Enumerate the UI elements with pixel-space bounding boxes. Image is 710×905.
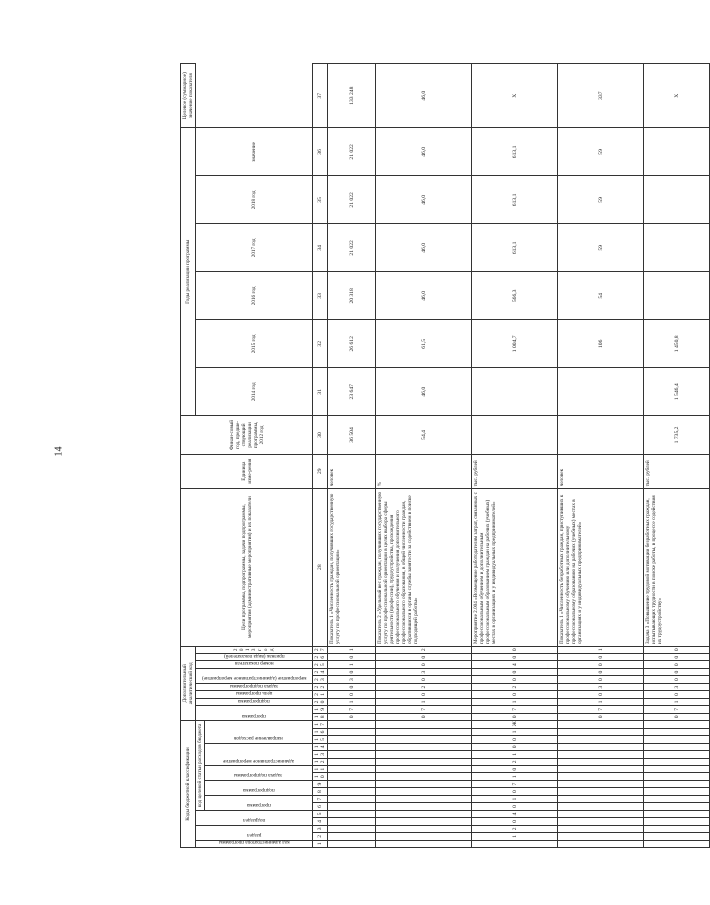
table-row — [376, 64, 472, 848]
year-2014-header: 2014 год — [196, 368, 313, 416]
code-cell: 0 — [376, 661, 472, 668]
code-cell — [328, 780, 376, 787]
goal-cell: Мероприятие 2.004 «Возмещение работодателям затрат, связанных с профессиональным обучением и дополнительным профессиональным образованием граждан на рабочих (учебных) местах в организациях и у индивидуальных предпринимателей» — [472, 488, 558, 646]
code-cell — [328, 721, 376, 729]
column-number: 11 — [313, 766, 328, 773]
code-cell — [558, 803, 644, 810]
code-cell: 0 — [558, 668, 644, 675]
target-cell: X — [472, 64, 558, 128]
code-cell — [376, 758, 472, 765]
code-cell — [644, 758, 710, 765]
column-number: 29 — [313, 454, 328, 488]
code-cell — [328, 773, 376, 780]
code-cell: 7 — [558, 706, 644, 713]
year-2018-cell: 21 022 — [328, 128, 376, 176]
code-cell: 0 — [644, 691, 710, 698]
year-2017-cell: 613,1 — [472, 176, 558, 224]
year-2018-cell: 613,1 — [472, 128, 558, 176]
code-cell — [472, 840, 558, 847]
code-cell: 1 — [644, 698, 710, 705]
year-2014-cell: 1 004,7 — [472, 320, 558, 368]
code-cell: 1 — [472, 728, 558, 735]
column-number: 13 — [313, 751, 328, 758]
goals-header: Цели программы, подпрограммы, задачи подпрограммы, мероприятия (административные мероприятия) и их показатели — [181, 488, 313, 646]
column-number: 32 — [313, 320, 328, 368]
code-cell: 0 — [328, 691, 376, 698]
code-cell: 7 — [472, 780, 558, 787]
code-cell — [376, 833, 472, 840]
code-cell — [376, 721, 472, 729]
year-2017-header: 2017 год — [196, 224, 313, 272]
dop-podprogramma-header: подпрограмма — [196, 698, 313, 705]
code-cell: 1 — [472, 833, 558, 840]
code-cell — [558, 825, 644, 832]
code-cell: 3 — [558, 683, 644, 690]
code-cell: 1 — [376, 698, 472, 705]
base-year-cell: 54,4 — [376, 416, 472, 454]
code-cell — [644, 751, 710, 758]
year-2015-cell — [644, 272, 710, 320]
code-cell: 0 — [472, 676, 558, 683]
code-cell — [558, 840, 644, 847]
code-cell — [558, 833, 644, 840]
column-number: 24 — [313, 668, 328, 675]
rotated-table-container — [180, 63, 680, 848]
code-cell: 0 — [558, 654, 644, 661]
code-cell — [644, 810, 710, 817]
code-cell: 0 — [328, 668, 376, 675]
code-cell — [558, 780, 644, 787]
code-cell: 7 — [472, 706, 558, 713]
table-row — [644, 64, 710, 848]
code-cell — [376, 840, 472, 847]
year-2017-cell: 21 022 — [328, 176, 376, 224]
base-year-cell — [558, 416, 644, 454]
target-cell: 133 248 — [328, 64, 376, 128]
column-number: 21 — [313, 691, 328, 698]
code-cell: 1 — [328, 698, 376, 705]
code-cell: 2 — [472, 825, 558, 832]
code-cell — [376, 773, 472, 780]
code-cell: 0 — [644, 654, 710, 661]
code-cell: 0 — [558, 713, 644, 720]
column-number: 14 — [313, 743, 328, 750]
year-2013-cell: 1 546,4 — [644, 368, 710, 416]
code-cell — [644, 721, 710, 729]
column-number: 4 — [313, 818, 328, 825]
year-2014-cell: 106 — [558, 320, 644, 368]
year-2014-cell: 1 450,8 — [644, 320, 710, 368]
year-2017-cell — [644, 176, 710, 224]
table-row — [472, 64, 558, 848]
column-number: 18 — [313, 713, 328, 720]
year-2018-header: 2018 год — [196, 176, 313, 224]
razdel-header: раздел — [196, 825, 313, 840]
column-number: 16 — [313, 728, 328, 735]
goal-cell: Показатель 1 «Численность безработных граждан, приступивших к профессиональному обучению или дополнительному профессиональному образованию на рабочих (учебных) местах в организациях и у индивидуальных предпринимателей» — [558, 488, 644, 646]
code-cell — [328, 743, 376, 750]
code-cell — [644, 766, 710, 773]
code-cell: 0 — [644, 646, 710, 653]
code-cell — [558, 795, 644, 802]
code-cell — [376, 736, 472, 743]
year-2015-cell: 20 318 — [328, 272, 376, 320]
code-cell — [376, 803, 472, 810]
code-cell — [558, 773, 644, 780]
code-cell — [644, 803, 710, 810]
code-cell — [328, 795, 376, 802]
code-cell — [558, 721, 644, 729]
code-cell — [376, 788, 472, 795]
code-cell — [376, 728, 472, 735]
column-number: 12 — [313, 758, 328, 765]
fin-year-header: Финан-совый год, предше-ствующий реализации программы, 2012 год — [181, 416, 313, 454]
column-number: 9 — [313, 780, 328, 787]
code-cell — [644, 728, 710, 735]
year-2016-cell: 21 022 — [328, 224, 376, 272]
year-2016-cell — [644, 224, 710, 272]
column-number: 1 — [313, 840, 328, 847]
year-2018-cell: 59 — [558, 128, 644, 176]
code-cell: 3 — [644, 683, 710, 690]
code-cell — [328, 766, 376, 773]
podprogramma-header: подпрограмма — [205, 780, 313, 795]
year-2015-cell: 566,3 — [472, 272, 558, 320]
code-cell: 7 — [376, 706, 472, 713]
unit-header: Единица изме-рения — [181, 454, 313, 488]
column-number: 20 — [313, 698, 328, 705]
code-cell: 1 — [558, 698, 644, 705]
column-number: 3 — [313, 825, 328, 832]
code-cell — [644, 825, 710, 832]
column-number: 23 — [313, 676, 328, 683]
code-cell: 0 — [472, 743, 558, 750]
year-2013-cell: 23 647 — [328, 368, 376, 416]
code-cell: 0 — [472, 736, 558, 743]
target-group-header: Целевое (суммарное) значение показателя — [181, 64, 196, 128]
code-cell: 0 — [472, 646, 558, 653]
budget-program-table — [180, 63, 710, 848]
code-cell — [558, 758, 644, 765]
year-2016-cell: 46,0 — [376, 224, 472, 272]
code-cell: 0 — [472, 668, 558, 675]
year-2015-header: 2015 год — [196, 320, 313, 368]
unit-cell: тыс. рублей — [472, 454, 558, 488]
code-cell — [644, 743, 710, 750]
zadacha-header: задача подпрограммы — [205, 766, 313, 781]
code-cell: 3 — [328, 676, 376, 683]
code-cell — [376, 795, 472, 802]
unit-cell: человек — [328, 454, 376, 488]
years-group-header: Годы реализации программы — [181, 128, 196, 416]
column-number: 26 — [313, 654, 328, 661]
code-cell: 0 — [644, 668, 710, 675]
code-cell — [328, 825, 376, 832]
code-cell: 0 — [376, 713, 472, 720]
code-cell: 2 — [376, 683, 472, 690]
year-2014-cell: 61,5 — [376, 320, 472, 368]
code-cell: 0 — [472, 818, 558, 825]
code-cell: 0 — [644, 713, 710, 720]
code-cell — [558, 788, 644, 795]
code-cell: 1 — [472, 751, 558, 758]
header-row-groups — [181, 64, 196, 848]
code-cell — [376, 766, 472, 773]
year-2017-cell: 59 — [558, 176, 644, 224]
code-cell: 0 — [328, 654, 376, 661]
dop-group-header: Дополнительный аналитический код — [181, 646, 196, 721]
column-number: 37 — [313, 64, 328, 128]
code-cell: 0 — [472, 766, 558, 773]
code-cell: Ж — [472, 721, 558, 729]
programma-header: программа — [205, 795, 313, 810]
code-cell: 7 — [644, 706, 710, 713]
code-cell — [644, 818, 710, 825]
table-row — [558, 64, 644, 848]
year-2018-cell — [644, 128, 710, 176]
year-2016-cell: 59 — [558, 224, 644, 272]
code-cell: 7 — [328, 706, 376, 713]
column-number: 31 — [313, 368, 328, 416]
code-cell — [644, 736, 710, 743]
code-cell — [328, 788, 376, 795]
code-cell: 2 — [472, 683, 558, 690]
column-number: 7 — [313, 795, 328, 802]
column-number: 33 — [313, 272, 328, 320]
code-cell — [558, 818, 644, 825]
code-cell — [328, 810, 376, 817]
code-cell — [328, 758, 376, 765]
column-number: 17 — [313, 721, 328, 729]
base-year-cell: 1 735,2 — [644, 416, 710, 454]
code-cell — [328, 736, 376, 743]
code-cell: 4 — [472, 810, 558, 817]
dop-zadacha-header: цель программы — [196, 691, 313, 698]
code-cell — [376, 818, 472, 825]
code-cell — [328, 840, 376, 847]
code-cell — [328, 833, 376, 840]
column-number: 28 — [313, 488, 328, 646]
code-cell: 2 — [472, 758, 558, 765]
column-number: 27 — [313, 646, 328, 653]
code-cell — [376, 780, 472, 787]
code-cell: 4 — [472, 661, 558, 668]
column-number: 10 — [313, 773, 328, 780]
column-number: 22 — [313, 683, 328, 690]
code-cell: 2 — [376, 646, 472, 653]
target-cell: 46,0 — [376, 64, 472, 128]
code-cell — [328, 818, 376, 825]
code-cell: 0 — [558, 676, 644, 683]
code-cell — [376, 743, 472, 750]
code-cell: 0 — [472, 788, 558, 795]
column-number: 8 — [313, 788, 328, 795]
code-cell — [558, 743, 644, 750]
code-cell: 0 — [472, 713, 558, 720]
code-cell — [376, 751, 472, 758]
goal-cell: Задача 3 «Повышение трудовой мотивации безработных граждан, испытывающих трудности в поиске работы, в процессе содействия их трудоустройству» — [644, 488, 710, 646]
code-cell — [376, 825, 472, 832]
code-cell — [558, 728, 644, 735]
year-2016-cell: 613,1 — [472, 224, 558, 272]
code-cell: 1 — [472, 773, 558, 780]
code-cell — [558, 766, 644, 773]
code-cell: 1 — [472, 698, 558, 705]
table-row — [328, 64, 376, 848]
code-cell: 1 — [472, 795, 558, 802]
year-2017-cell: 46,0 — [376, 176, 472, 224]
code-cell: 0 — [472, 654, 558, 661]
code-cell — [376, 810, 472, 817]
column-number: 19 — [313, 706, 328, 713]
column-number: 5 — [313, 810, 328, 817]
code-cell: 1 — [328, 646, 376, 653]
podrazdel-header: подраздел — [196, 810, 313, 825]
code-cell — [328, 803, 376, 810]
code-cell: 0 — [644, 661, 710, 668]
column-number-row — [313, 64, 328, 848]
column-number: 36 — [313, 128, 328, 176]
code-cell: 0 — [376, 654, 472, 661]
code-cell: 0 — [644, 676, 710, 683]
year-2013-cell — [472, 368, 558, 416]
code-cell: 0 — [328, 713, 376, 720]
code-cell — [644, 780, 710, 787]
code-cell — [644, 788, 710, 795]
year-2015-cell: 46,0 — [376, 272, 472, 320]
column-number: 30 — [313, 416, 328, 454]
table-body — [328, 64, 710, 848]
dop-pokaz-header: номер показателя — [196, 661, 313, 668]
code-cell — [328, 751, 376, 758]
target-cell: 337 — [558, 64, 644, 128]
kod-vida-header: код целевой статьи расходов бюджета — [196, 721, 205, 811]
codes-group-header: Коды бюджетной классификации — [181, 721, 196, 848]
year-2015-cell: 54 — [558, 272, 644, 320]
code-cell: 0 — [472, 691, 558, 698]
dop-zadacha2-header: задача подпрограммы — [196, 683, 313, 690]
year-2018-cell: 46,0 — [376, 128, 472, 176]
column-number: 15 — [313, 736, 328, 743]
code-cell: 1 — [328, 661, 376, 668]
year-2013-cell: 46,0 — [376, 368, 472, 416]
target-cell: X — [644, 64, 710, 128]
target-value-header: значение — [196, 128, 313, 176]
code-cell: 0 — [558, 661, 644, 668]
column-number: 2 — [313, 833, 328, 840]
code-cell: 0 — [328, 683, 376, 690]
column-number: 6 — [313, 803, 328, 810]
code-cell: 1 — [558, 646, 644, 653]
page-number: 14 — [53, 446, 65, 457]
base-year-cell — [472, 416, 558, 454]
code-cell — [644, 833, 710, 840]
code-cell — [644, 840, 710, 847]
year-2013-cell — [558, 368, 644, 416]
unit-cell: человек — [558, 454, 644, 488]
year-2016-header: 2016 год — [196, 272, 313, 320]
admin-code-header: код администратора программы — [196, 840, 313, 847]
napravlenie-header: направление расходов — [205, 721, 313, 744]
year-2014-cell: 26 612 — [328, 320, 376, 368]
code-cell — [644, 795, 710, 802]
column-number: 25 — [313, 661, 328, 668]
dop-mer-header: мероприятие (административное мероприятие) — [196, 668, 313, 683]
column-number: 35 — [313, 176, 328, 224]
unit-cell: тыс. рублей — [644, 454, 710, 488]
code-cell: 3 — [376, 668, 472, 675]
code-cell: 0 — [376, 676, 472, 683]
code-cell — [558, 751, 644, 758]
code-cell: 0 — [472, 803, 558, 810]
dop-priznak-header: признак (вида показателей) — [196, 654, 313, 661]
code-cell — [558, 810, 644, 817]
goal-cell: Показатель 1 «Численность граждан, получивших государственную услугу по профессиональной ориентации» — [328, 488, 376, 646]
code-cell — [644, 773, 710, 780]
code-cell — [328, 728, 376, 735]
unit-cell: % — [376, 454, 472, 488]
year-2013-header: 2013 год — [196, 646, 313, 653]
goal-cell: Показатель 2 «Удельный вес граждан, получивших государственную услугу по профессиональной ориентации в целях выбора сферы деятельности (профессии), трудоустройства, прохождения профессионального обучения и получения дополнительного профессионального образования, в общей численности граждан, обратившихся в органы службы занятости за содействием в поиске подходящей работы» — [376, 488, 472, 646]
meropriyatie-header: административное мероприятие — [205, 743, 313, 765]
dop-programma-header: программа — [196, 706, 313, 721]
code-cell: 0 — [376, 691, 472, 698]
column-number: 34 — [313, 224, 328, 272]
code-cell — [558, 736, 644, 743]
base-year-cell: 36 504 — [328, 416, 376, 454]
code-cell: 0 — [558, 691, 644, 698]
